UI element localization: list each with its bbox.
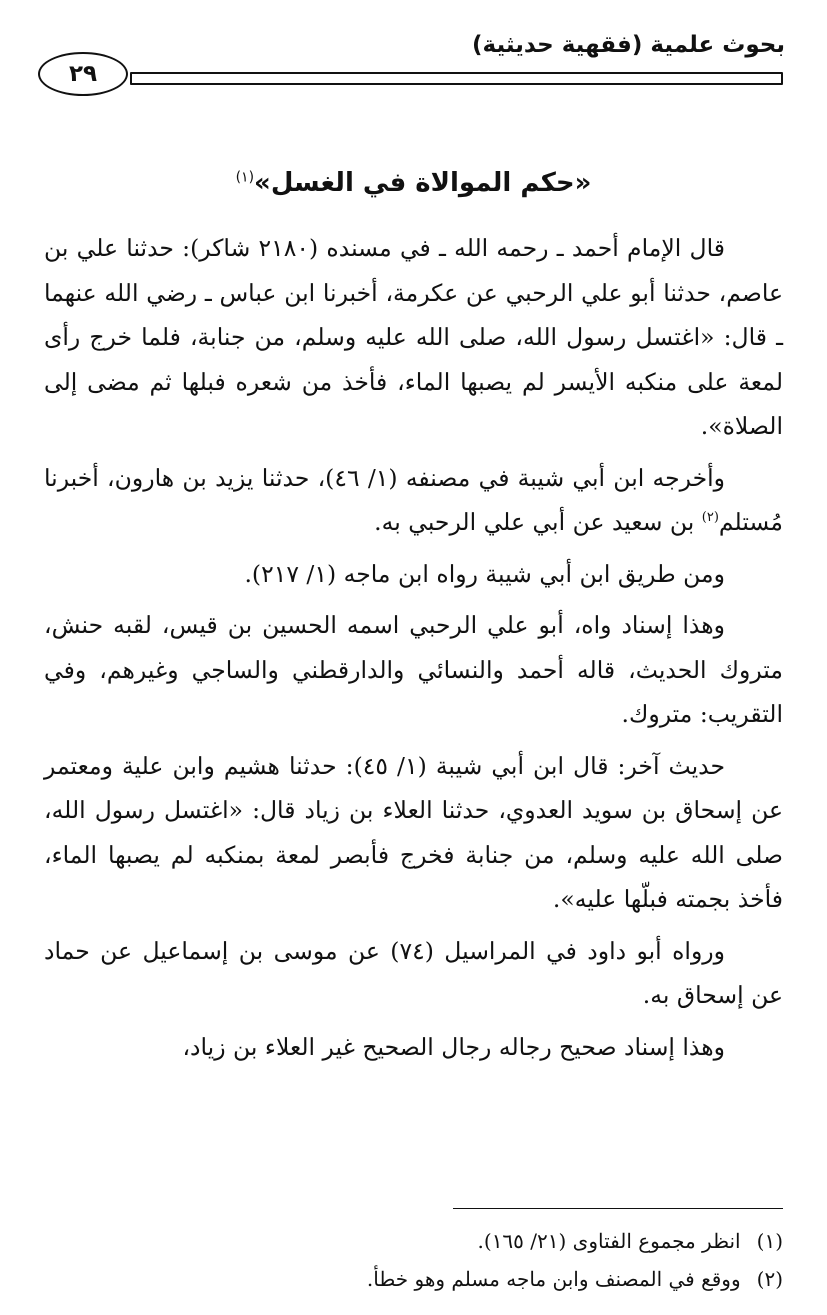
footnote-number: (٢) <box>756 1267 783 1291</box>
paragraph-text: وأخرجه ابن أبي شيبة في مصنفه (١/ ٤٦)، حدثنا يزيد بن هارون، أخبرنا مُستلم <box>44 463 783 536</box>
footnote-ref-2[interactable]: (٢) <box>701 510 719 526</box>
footnote-2 <box>44 1260 783 1298</box>
footnote-1 <box>44 1222 783 1260</box>
paragraph-text: بن سعيد عن أبي علي الرحبي به. <box>374 508 702 536</box>
footnote-number: (١) <box>756 1229 783 1253</box>
running-header-title: بحوث علمية (فقهية حديثية) <box>471 32 785 58</box>
paragraph: وهذا إسناد واه، أبو علي الرحبي اسمه الحسين بن قيس، لقبه حنش، متروك الحديث، قاله أحمد والنسائي والدارقطني والساجي وغيرهم، وفي التقريب: متروك. <box>44 611 783 728</box>
footnote-text: انظر مجموع الفتاوى (٢١/ ١٦٥). <box>477 1229 741 1253</box>
footnote-separator <box>453 1208 783 1209</box>
page-number: ٢٩ <box>38 52 128 96</box>
footnote-text: ووقع في المصنف وابن ماجه مسلم وهو خطأ. <box>366 1267 741 1291</box>
paragraph: حديث آخر: قال ابن أبي شيبة (١/ ٤٥): حدثنا هشيم وابن علية ومعتمر عن إسحاق بن سويد العدوي، حدثنا العلاء بن زياد قال: «اغتسل رسول الله، صلى الله عليه وسلم، من جنابة فخرج فأبصر لمعة بمنكبه لم يصبها الماء، فأخذ بجمته فبلّها عليه». <box>44 751 783 913</box>
paragraph: وهذا إسناد صحيح رجاله رجال الصحيح غير العلاء بن زياد، <box>182 1032 725 1061</box>
footnote-ref-1[interactable]: (١) <box>235 169 255 186</box>
footnotes <box>44 1222 783 1298</box>
paragraph <box>44 456 783 545</box>
section-heading <box>0 168 827 198</box>
body-text <box>44 226 783 1076</box>
paragraph: ورواه أبو داود في المراسيل (٧٤) عن موسى بن إسماعيل عن حماد عن إسحاق به. <box>44 936 783 1009</box>
paragraph: قال الإمام أحمد ـ رحمه الله ـ في مسنده (٢١٨٠ شاكر): حدثنا علي بن عاصم، حدثنا أبو علي الرحبي عن عكرمة، أخبرنا ابن عباس ـ رضي الله عنهما ـ قال: «اغتسل رسول الله، صلى الله عليه وسلم، من جنابة، فلما خرج رأى لمعة على منكبه الأيسر لم يصبها الماء، فأخذ من شعره فبلها ثم مضى إلى الصلاة». <box>44 234 783 440</box>
header-rule <box>130 72 783 85</box>
paragraph: ومن طريق ابن أبي شيبة رواه ابن ماجه (١/ ٢١٧). <box>244 559 725 588</box>
section-heading-text: «حكم الموالاة في الغسل» <box>254 168 592 198</box>
